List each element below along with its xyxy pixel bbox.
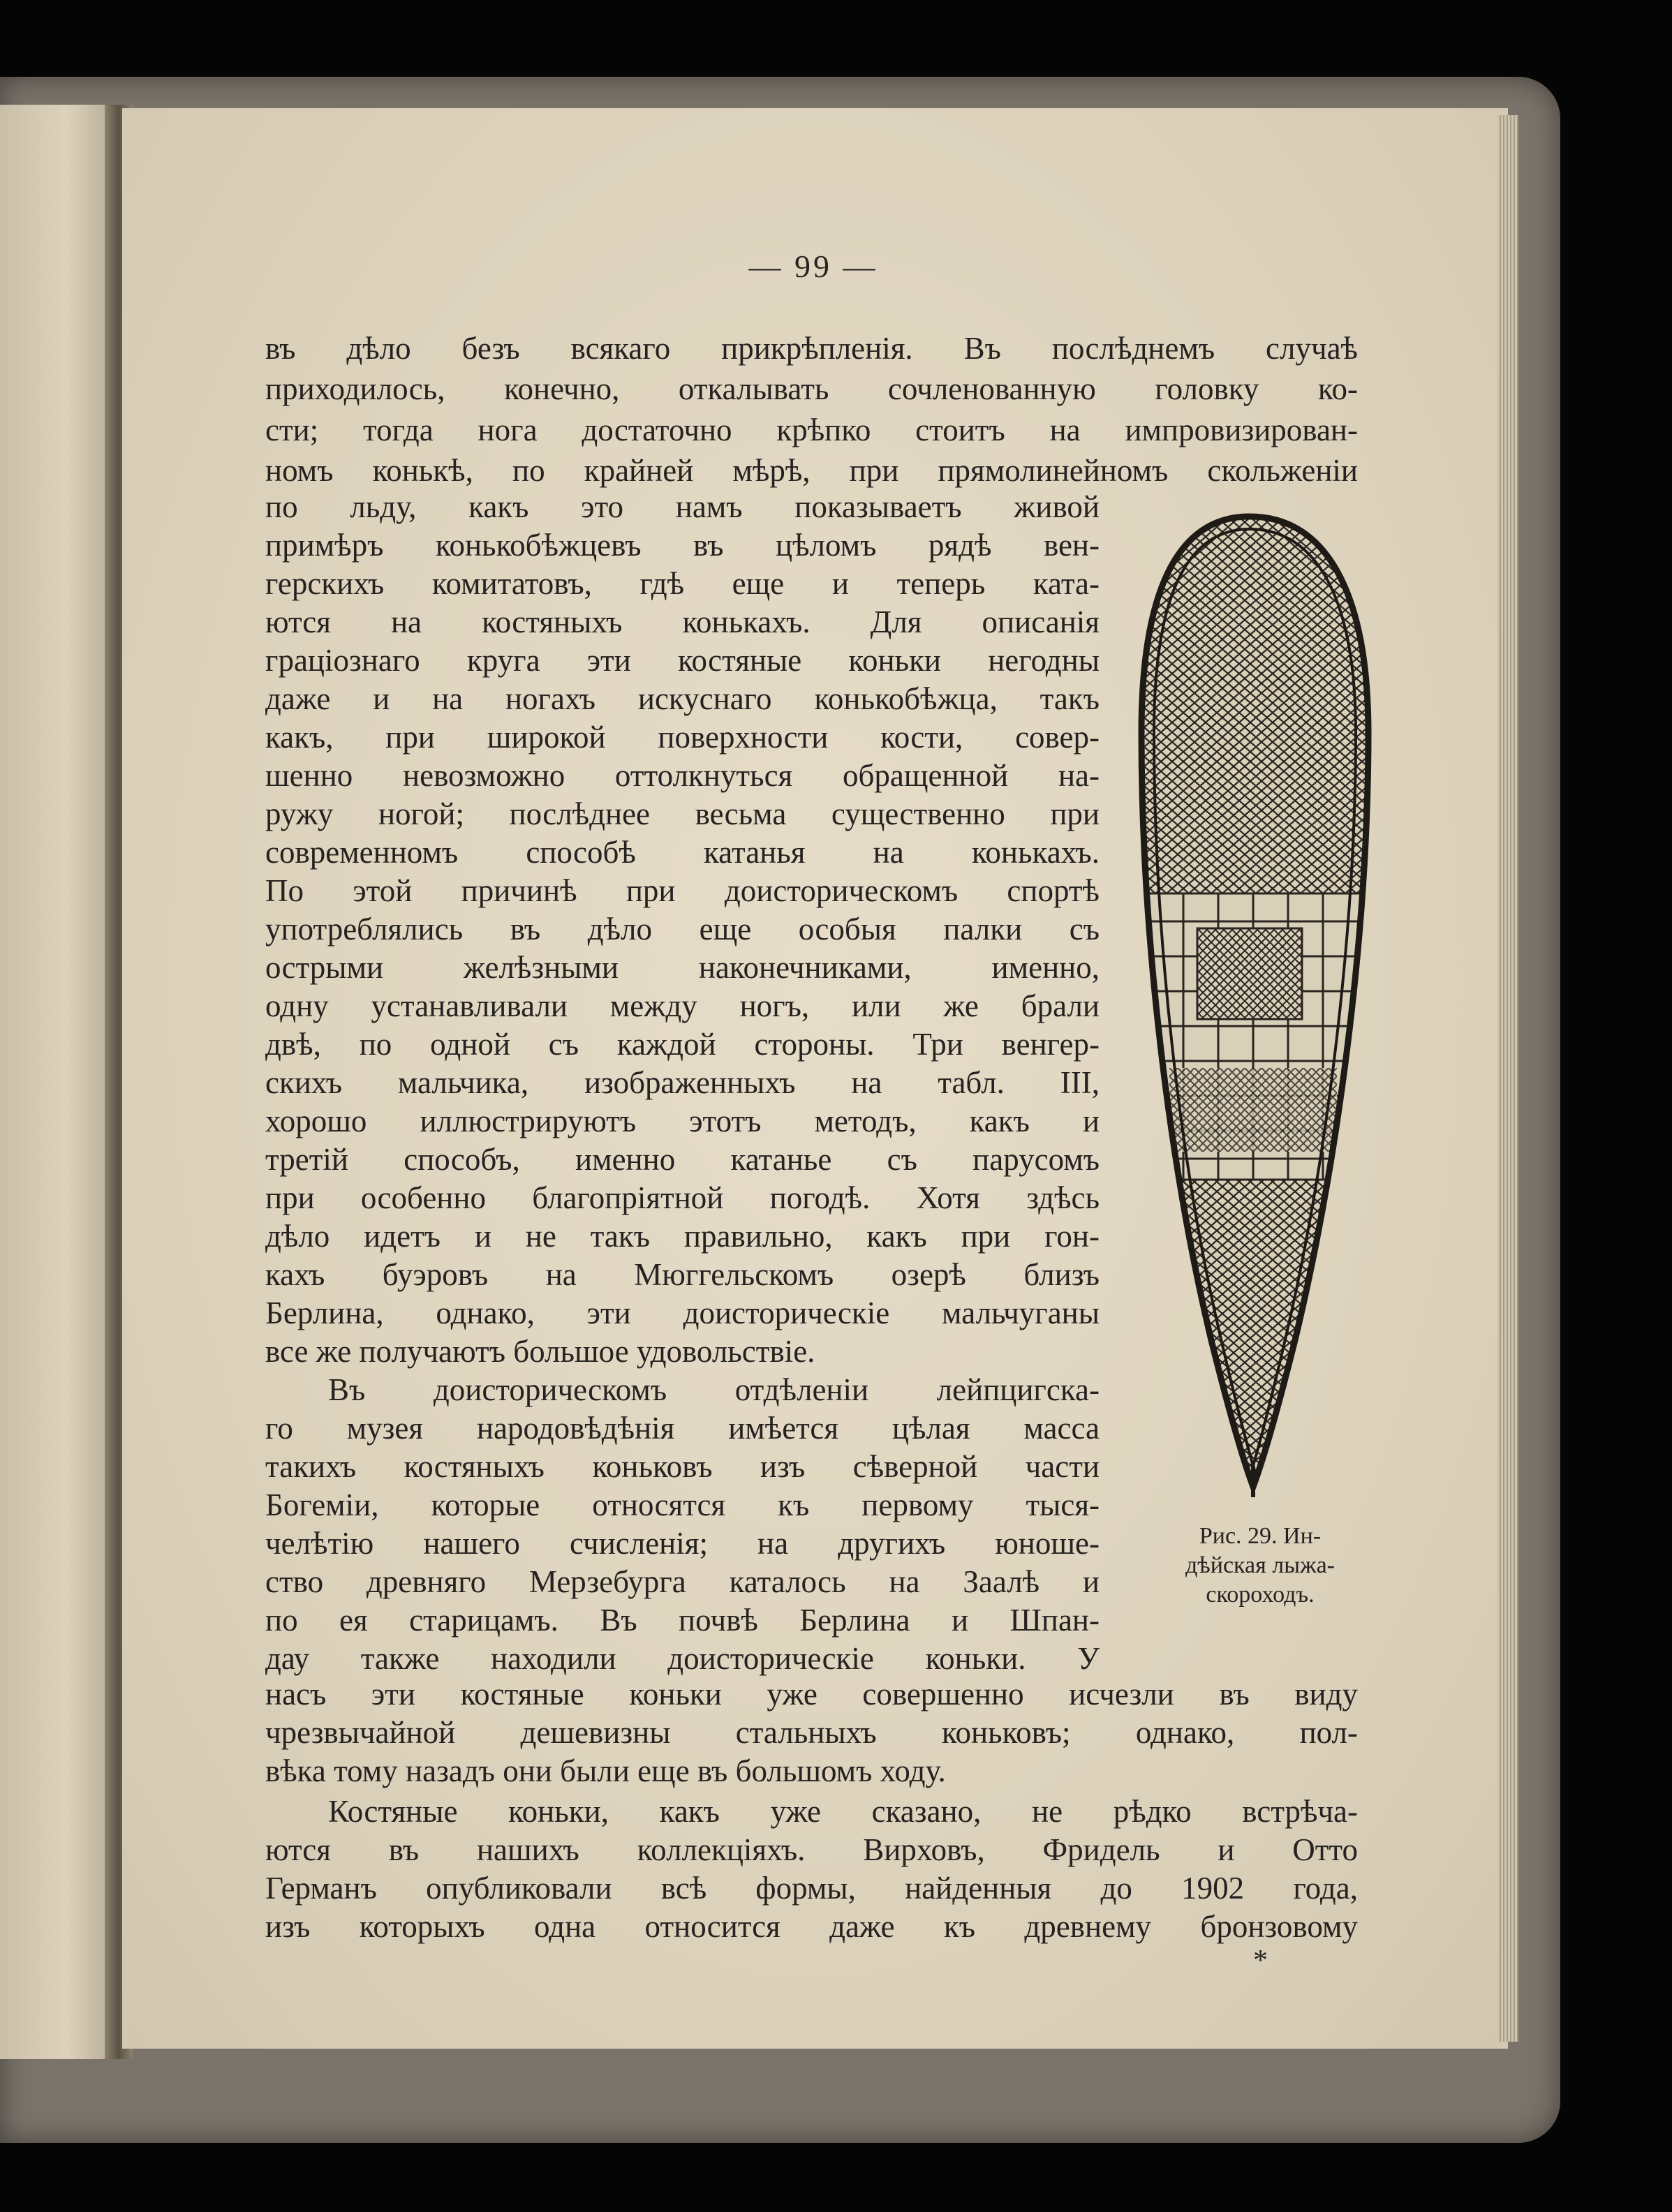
text-line: двѣ, по одной съ каждой стороны. Три венгер-	[265, 1027, 1100, 1062]
snowshoe-illustration	[1127, 503, 1375, 1501]
text-line: изъ которыхъ одна относится даже къ древнему бронзовому	[265, 1909, 1358, 1944]
caption-line: скороходъ.	[1206, 1582, 1315, 1608]
previous-page-edge	[0, 105, 112, 2059]
figure-caption	[1145, 1522, 1375, 1610]
text-line: ство древняго Мерзебурга каталось на Заалѣ и	[265, 1564, 1100, 1599]
text-line: ются на костяныхъ конькахъ. Для описанія	[265, 604, 1100, 639]
text-line: сти; тогда нога достаточно крѣпко стоитъ на импровизирован-	[265, 413, 1358, 447]
text-line: шенно невозможно оттолкнуться обращенной на-	[265, 758, 1100, 793]
text-line: По этой причинѣ при доисторическомъ спортѣ	[265, 873, 1100, 908]
text-line: Костяные коньки, какъ уже сказано, не рѣдко встрѣча-	[328, 1794, 1358, 1829]
text-line: го музея народовѣдѣнія имѣется цѣлая масса	[265, 1411, 1100, 1446]
text-line: одну устанавливали между ногъ, или же брали	[265, 988, 1100, 1023]
text-line: какъ, при широкой поверхности кости, совер-	[265, 720, 1100, 755]
text-line: по ея старицамъ. Въ почвѣ Берлина и Шпан-	[265, 1603, 1100, 1638]
page-number: — 99 —	[748, 248, 878, 284]
text-line: приходилось, конечно, откалывать сочленованную головку ко-	[265, 371, 1358, 406]
text-line: такихъ костяныхъ коньковъ изъ сѣверной части	[265, 1449, 1100, 1484]
text-line: хорошо иллюстрируютъ этотъ методъ, какъ и	[265, 1104, 1100, 1138]
footer-mark: *	[1253, 1945, 1268, 1977]
caption-line: дѣйская лыжа-	[1185, 1552, 1335, 1578]
caption-line: Рис. 29. Ин-	[1199, 1523, 1322, 1549]
text-line: дѣло идетъ и не такъ правильно, какъ при гон-	[265, 1219, 1100, 1254]
text-line: граціознаго круга эти костяные коньки негодны	[265, 643, 1100, 678]
text-line: острыми желѣзными наконечниками, именно,	[265, 950, 1100, 985]
text-line: номъ конькѣ, по крайней мѣрѣ, при прямолинейномъ скольженіи	[265, 453, 1358, 488]
text-line: третій способъ, именно катанье съ парусомъ	[265, 1142, 1100, 1177]
text-line: кахъ буэровъ на Мюггельскомъ озерѣ близъ	[265, 1257, 1100, 1292]
text-line: Германъ опубликовали всѣ формы, найденныя до 1902 года,	[265, 1871, 1358, 1906]
text-line: употреблялись въ дѣло еще особыя палки съ	[265, 912, 1100, 947]
text-line: скихъ мальчика, изображенныхъ на табл. III,	[265, 1065, 1100, 1100]
text-line: по льду, какъ это намъ показываетъ живой	[265, 489, 1100, 524]
text-line: челѣтію нашего счисленія; на другихъ юноше-	[265, 1526, 1100, 1561]
text-line: чрезвычайной дешевизны стальныхъ коньковъ; однако, пол-	[265, 1715, 1358, 1750]
text-line: дау также находили доисторическіе коньки. У	[265, 1641, 1100, 1676]
text-line: даже и на ногахъ искуснаго конькобѣжца, такъ	[265, 681, 1100, 716]
text-line: все же получаютъ большое удовольствіе.	[265, 1334, 815, 1369]
text-line: ружу ногой; послѣднее весьма существенно при	[265, 796, 1100, 831]
text-line: Въ доисторическомъ отдѣленіи лейпцигска-	[328, 1372, 1100, 1407]
text-line: ются въ нашихъ коллекціяхъ. Вирховъ, Фридель и Отто	[265, 1832, 1358, 1867]
text-line: герскихъ комитатовъ, гдѣ еще и теперь ката-	[265, 566, 1100, 601]
text-line: въ дѣло безъ всякаго прикрѣпленія. Въ послѣднемъ случаѣ	[265, 331, 1358, 366]
text-line: вѣка тому назадъ они были еще въ большомъ ходу.	[265, 1753, 946, 1788]
text-line: насъ эти костяные коньки уже совершенно исчезли въ виду	[265, 1677, 1358, 1712]
text-line: Богеміи, которые относятся къ первому тыся-	[265, 1487, 1100, 1522]
page-edges	[1497, 115, 1518, 2042]
text-line: примѣръ конькобѣжцевъ въ цѣломъ рядѣ вен-	[265, 528, 1100, 563]
text-line: современномъ способѣ катанья на конькахъ.	[265, 835, 1100, 870]
text-line: Берлина, однако, эти доисторическіе мальчуганы	[265, 1296, 1100, 1330]
text-line: при особенно благопріятной погодѣ. Хотя здѣсь	[265, 1180, 1100, 1215]
